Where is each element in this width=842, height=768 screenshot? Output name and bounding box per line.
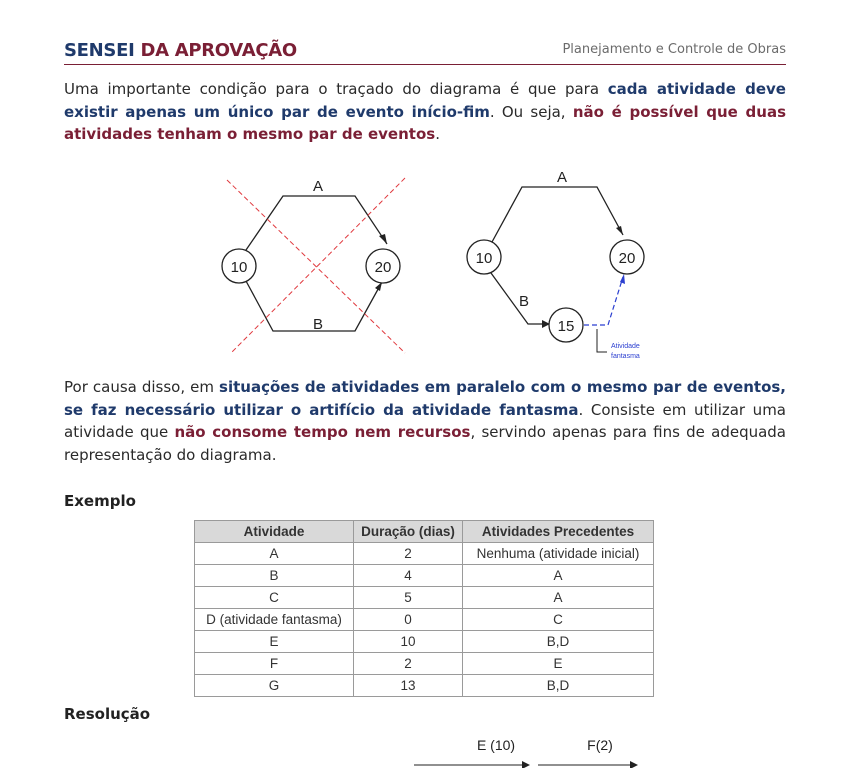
table-row <box>195 653 654 675</box>
table-cell: A <box>195 543 354 565</box>
table-row <box>195 587 654 609</box>
table-cell: C <box>463 609 654 631</box>
para2-highlight-2: não consome tempo nem recursos <box>174 423 471 441</box>
table-cell: B,D <box>463 631 654 653</box>
arrowhead <box>522 761 530 768</box>
dummy-activity-label: fantasma <box>611 353 640 360</box>
activity-label: B <box>312 316 324 333</box>
table-row <box>195 543 654 565</box>
table-cell: 5 <box>354 587 463 609</box>
resolution-diagram <box>400 732 660 768</box>
example-heading: Exemplo <box>64 492 136 510</box>
callout-line <box>597 329 607 352</box>
page-header <box>64 40 786 65</box>
table-header-row <box>195 521 654 543</box>
activity-label: B <box>518 293 530 310</box>
dummy-activity-line <box>584 277 623 325</box>
node-label: 10 <box>475 250 493 267</box>
table-row <box>195 631 654 653</box>
activity-label: E (10) <box>476 737 516 753</box>
table-row <box>195 565 654 587</box>
intro-text-3: . <box>435 125 440 143</box>
dummy-activity-label: Atividade <box>611 343 640 350</box>
diagram-valid-dummy <box>462 165 662 365</box>
table-cell: 4 <box>354 565 463 587</box>
resolution-heading: Resolução <box>64 705 151 723</box>
activity-label: A <box>312 178 324 195</box>
node-label: 20 <box>374 259 392 276</box>
table-cell: A <box>463 565 654 587</box>
para2-highlight-1: situações de atividades em paralelo com o mesmo par de eventos, se faz necessário utilizar o artifício da atividade fantasma <box>64 378 787 419</box>
activities-table <box>194 520 654 697</box>
para2-text-3: , servindo apenas para fins de adequada representação do diagrama. <box>64 423 787 464</box>
column-header: Atividade <box>195 521 354 543</box>
para2-text-1: Por causa disso, em <box>64 378 220 396</box>
table-cell: F <box>195 653 354 675</box>
intro-paragraph <box>64 78 786 146</box>
node-label: 15 <box>557 318 575 335</box>
intro-text-1: Uma importante condição para o traçado do diagrama é que para <box>64 80 608 98</box>
intro-highlight-1: cada atividade deve existir apenas um único par de evento início-fim <box>64 80 786 121</box>
table-row <box>195 609 654 631</box>
table-cell: E <box>195 631 354 653</box>
diagram-invalid <box>215 168 415 360</box>
table-cell: 2 <box>354 653 463 675</box>
activity-label: F(2) <box>587 737 613 753</box>
activity-label: A <box>556 169 568 186</box>
table-cell: 10 <box>354 631 463 653</box>
explanation-paragraph <box>64 376 786 466</box>
table-cell: D (atividade fantasma) <box>195 609 354 631</box>
arrowhead <box>379 234 387 244</box>
table-cell: B,D <box>463 675 654 697</box>
brand-logo <box>64 40 297 61</box>
column-header: Duração (dias) <box>354 521 463 543</box>
arrowhead <box>630 761 638 768</box>
table-cell: C <box>195 587 354 609</box>
table-row <box>195 675 654 697</box>
table-cell: B <box>195 565 354 587</box>
arrowhead <box>616 226 623 235</box>
table-cell: 13 <box>354 675 463 697</box>
para2-text-2: . Consiste em utilizar uma atividade que <box>64 400 786 441</box>
brand-word-1: SENSEI <box>64 40 135 61</box>
brand-word-2: DA APROVAÇÃO <box>140 40 297 61</box>
document-title: Planejamento e Controle de Obras <box>562 42 786 57</box>
node-label: 20 <box>618 250 636 267</box>
activity-a-arc <box>246 196 387 250</box>
table-cell: Nenhuma (atividade inicial) <box>463 543 654 565</box>
table-cell: 0 <box>354 609 463 631</box>
intro-text-2: . Ou seja, <box>489 102 573 121</box>
table-cell: 2 <box>354 543 463 565</box>
table-cell: G <box>195 675 354 697</box>
activity-a-arc <box>492 187 623 242</box>
table-cell: A <box>463 587 654 609</box>
column-header: Atividades Precedentes <box>463 521 654 543</box>
table-cell: E <box>463 653 654 675</box>
intro-highlight-2: não é possível que duas atividades tenham o mesmo par de eventos <box>64 102 786 143</box>
node-label: 10 <box>230 259 248 276</box>
